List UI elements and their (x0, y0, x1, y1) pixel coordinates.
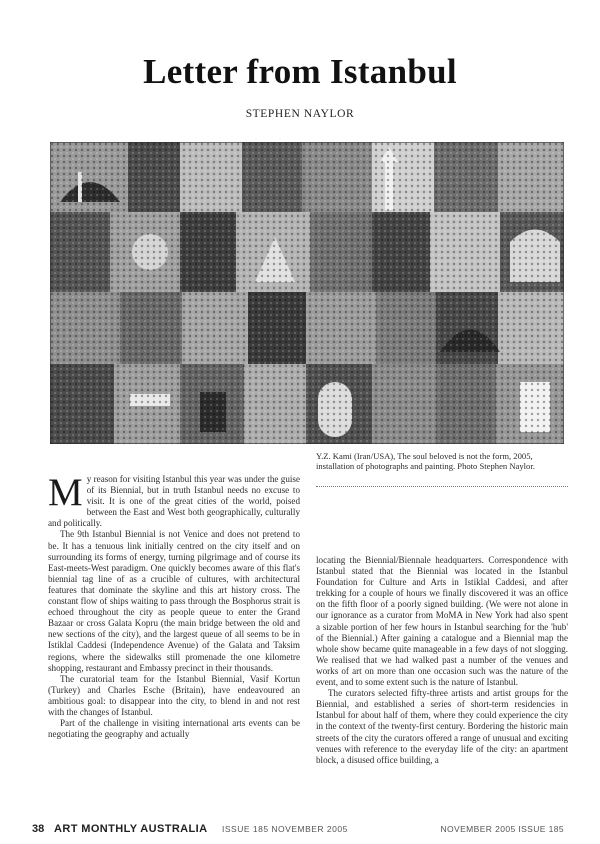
drop-cap: M (48, 471, 83, 514)
article-paragraph-2: The 9th Istanbul Biennial is not Venice and does not pretend to be. It has a tenuous link initially centred on the city itself and on surrounding its forms of energy, turning pilgrimage and of course its East-meets-West paradigm. One quickly becomes aware of this flat's biennial tag line of as a crucible of cultures, with architectural features that dominate the skyline and this art history cross. The constant flow of ships waiting to pass through the Bosphorus strait is echoed throughout the city as people queue to enter the Grand Bazaar or cross Galata Kopru (the main bridge between the old and new sections of the city), and the largest queue of all seems to be in Istiklal Caddesi (Independence Avenue) of the Galata and Taksim regions, where the sidewalks still promenade the one kilometre shopping, restaurant and Embassy precinct in their thousands. (48, 529, 300, 673)
paragraph-text: y reason for visiting Istanbul this year was under the guise of its Biennial, but in truth Istanbul needs no excuse to visit. It is one of the great cities of the world, poised between the East and West both geographically, culturally and politically. (48, 474, 300, 529)
article-author: STEPHEN NAYLOR (245, 108, 355, 120)
page-number: 38 (32, 823, 45, 835)
article-column-left (48, 471, 300, 740)
article-paragraph-3: The curatorial team for the Istanbul Biennial, Vasif Kortun (Turkey) and Charles Esche (Britain), have endeavoured an ambitious goal: to disappear into the city, to blend in and not rest with the changes of Istanbul. (48, 673, 300, 717)
photo-caption: Y.Z. Kami (Iran/USA), The soul beloved is not the form, 2005, installation of photographs and painting. Photo Stephen Naylor. (316, 451, 535, 472)
magazine-name: ART MONTHLY AUSTRALIA (54, 823, 208, 835)
footer-right-text: NOVEMBER 2005 ISSUE 185 (440, 824, 564, 834)
article-paragraph-5: locating the Biennial/Biennale headquarters. Correspondence with Istanbul stated that the Biennial was located in the Istanbul Foundation for Culture and Arts in Istiklal Caddesi, and after trekking for a couple of hours we finally discovered it was an office on the fifth floor of a poorly signed building. (We were not alone in our ignorance as a curator from MoMA in New York had also spent a sizable portion of her few hours in Istanbul searching for the 'hub' of the Biennial.) After gaining a catalogue and a Biennial map the whole show became quite manageable in a few days of not slogging. We realised that we had walked past a number of the venues and works of art on more than one occasion such was the nature of the event, and to some extent such is the nature of Istanbul. (316, 555, 568, 688)
collage-photo-artwork (50, 142, 564, 444)
article-paragraph-4: Part of the challenge in visiting international arts events can be negotiating the geography and actually (48, 718, 300, 740)
article-title: Letter from Istanbul (143, 52, 457, 91)
article-paragraph-6: The curators selected fifty-three artists and artist groups for the Biennial, and established a series of short-term residencies in Istanbul for about half of them, where they could experience the city in the context of the twenty-first century. Bordering the historic main streets of the city the curators offered a range of unusual and exciting venues with reference to the everyday life of the city: an apartment block, a disused office building, a (316, 688, 568, 765)
article-column-right (316, 555, 568, 766)
collage-photo (50, 142, 564, 444)
article-paragraph-1 (48, 471, 300, 529)
page-footer (32, 823, 580, 837)
issue-info: ISSUE 185 NOVEMBER 2005 (222, 824, 348, 834)
caption-divider (316, 486, 568, 487)
